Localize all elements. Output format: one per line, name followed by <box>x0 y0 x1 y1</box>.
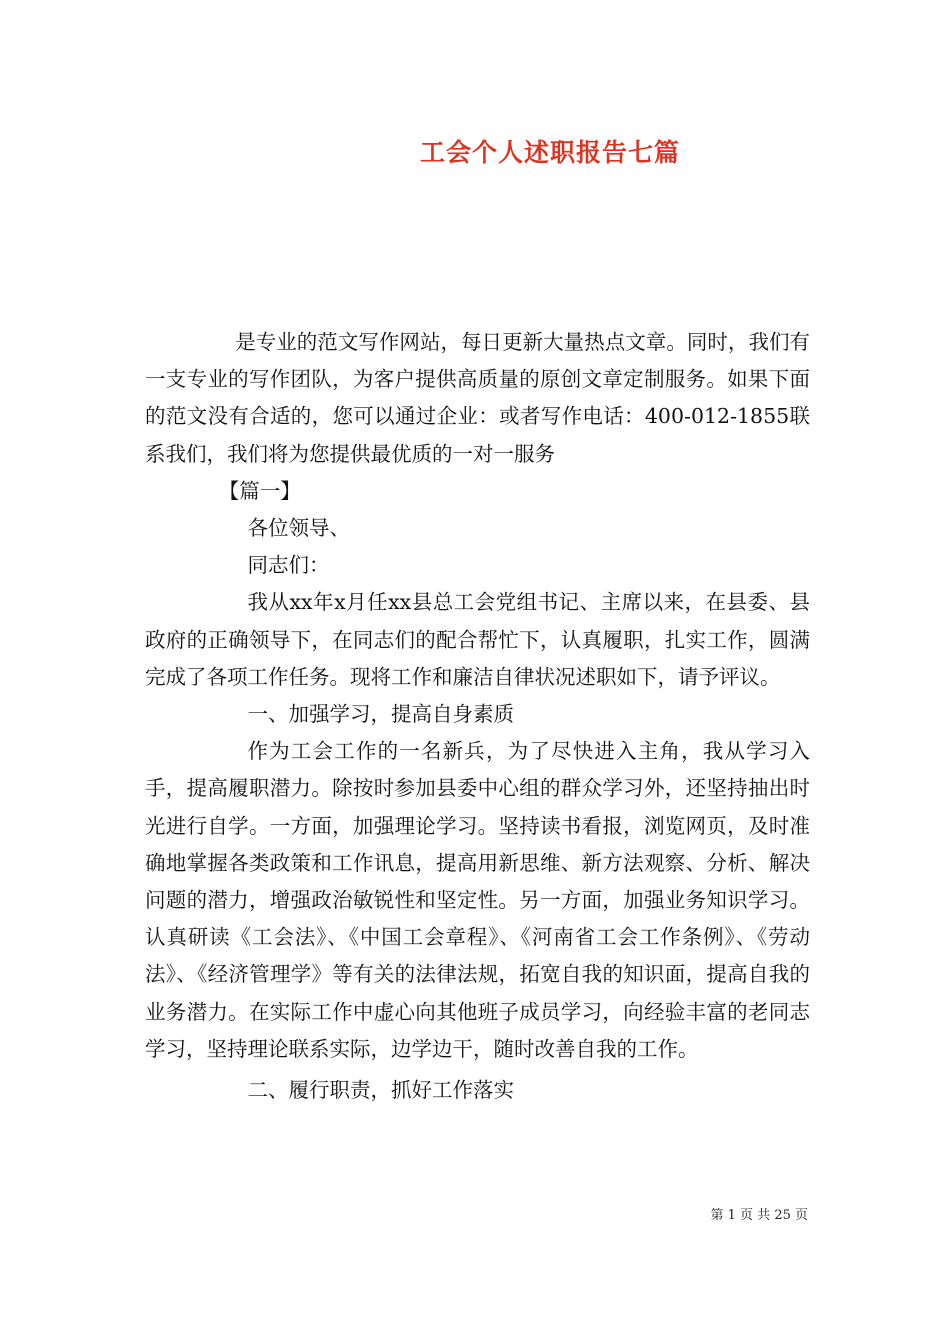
document-body <box>145 324 810 1109</box>
section-heading-1: 一、加强学习，提高自身素质 <box>247 702 514 727</box>
body-paragraph-1: 我从xx年x月任xx县总工会党组书记、主席以来，在县委、县政府的正确领导下，在同志们的配合帮忙下，认真履职，扎实工作，圆满完成了各项工作任务。现将工作和廉洁自律状况述职如下，请予评议。 <box>145 590 810 689</box>
salutation-line-2: 同志们： <box>247 553 330 578</box>
intro-paragraph: 是专业的范文写作网站，每日更新大量热点文章。同时，我们有一支专业的写作团队，为客户提供高质量的原创文章定制服务。如果下面的范文没有合适的，您可以通过企业：或者写作电话：400-012-1855联系我们，我们将为您提供最优质的一对一服务 <box>145 330 810 466</box>
document-title: 工会个人述职报告七篇 <box>419 138 680 167</box>
section-heading-2: 二、履行职责，抓好工作落实 <box>247 1078 514 1103</box>
body-paragraph-2: 作为工会工作的一名新兵，为了尽快进入主角，我从学习入手，提高履职潜力。除按时参加县委中心组的群众学习外，还坚持抽出时光进行自学。一方面，加强理论学习。坚持读书看报，浏览网页，及时准确地掌握各类政策和工作讯息，提高用新思维、新方法观察、分析、解决问题的潜力，增强政治敏锐性和坚定性。另一方面，加强业务知识学习。认真研读《工会法》、《中国工会章程》、《河南省工会工作条例》、《劳动法》、《经济管理学》等有关的法律法规，拓宽自我的知识面，提高自我的业务潜力。在实际工作中虚心向其他班子成员学习，向经验丰富的老同志学习，坚持理论联系实际，边学边干，随时改善自我的工作。 <box>145 739 810 1061</box>
section-tag: 【篇一】 <box>218 478 301 503</box>
salutation-line-1: 各位领导、 <box>247 516 350 541</box>
page-indicator: 第 1 页 共 25 页 <box>710 1208 808 1223</box>
